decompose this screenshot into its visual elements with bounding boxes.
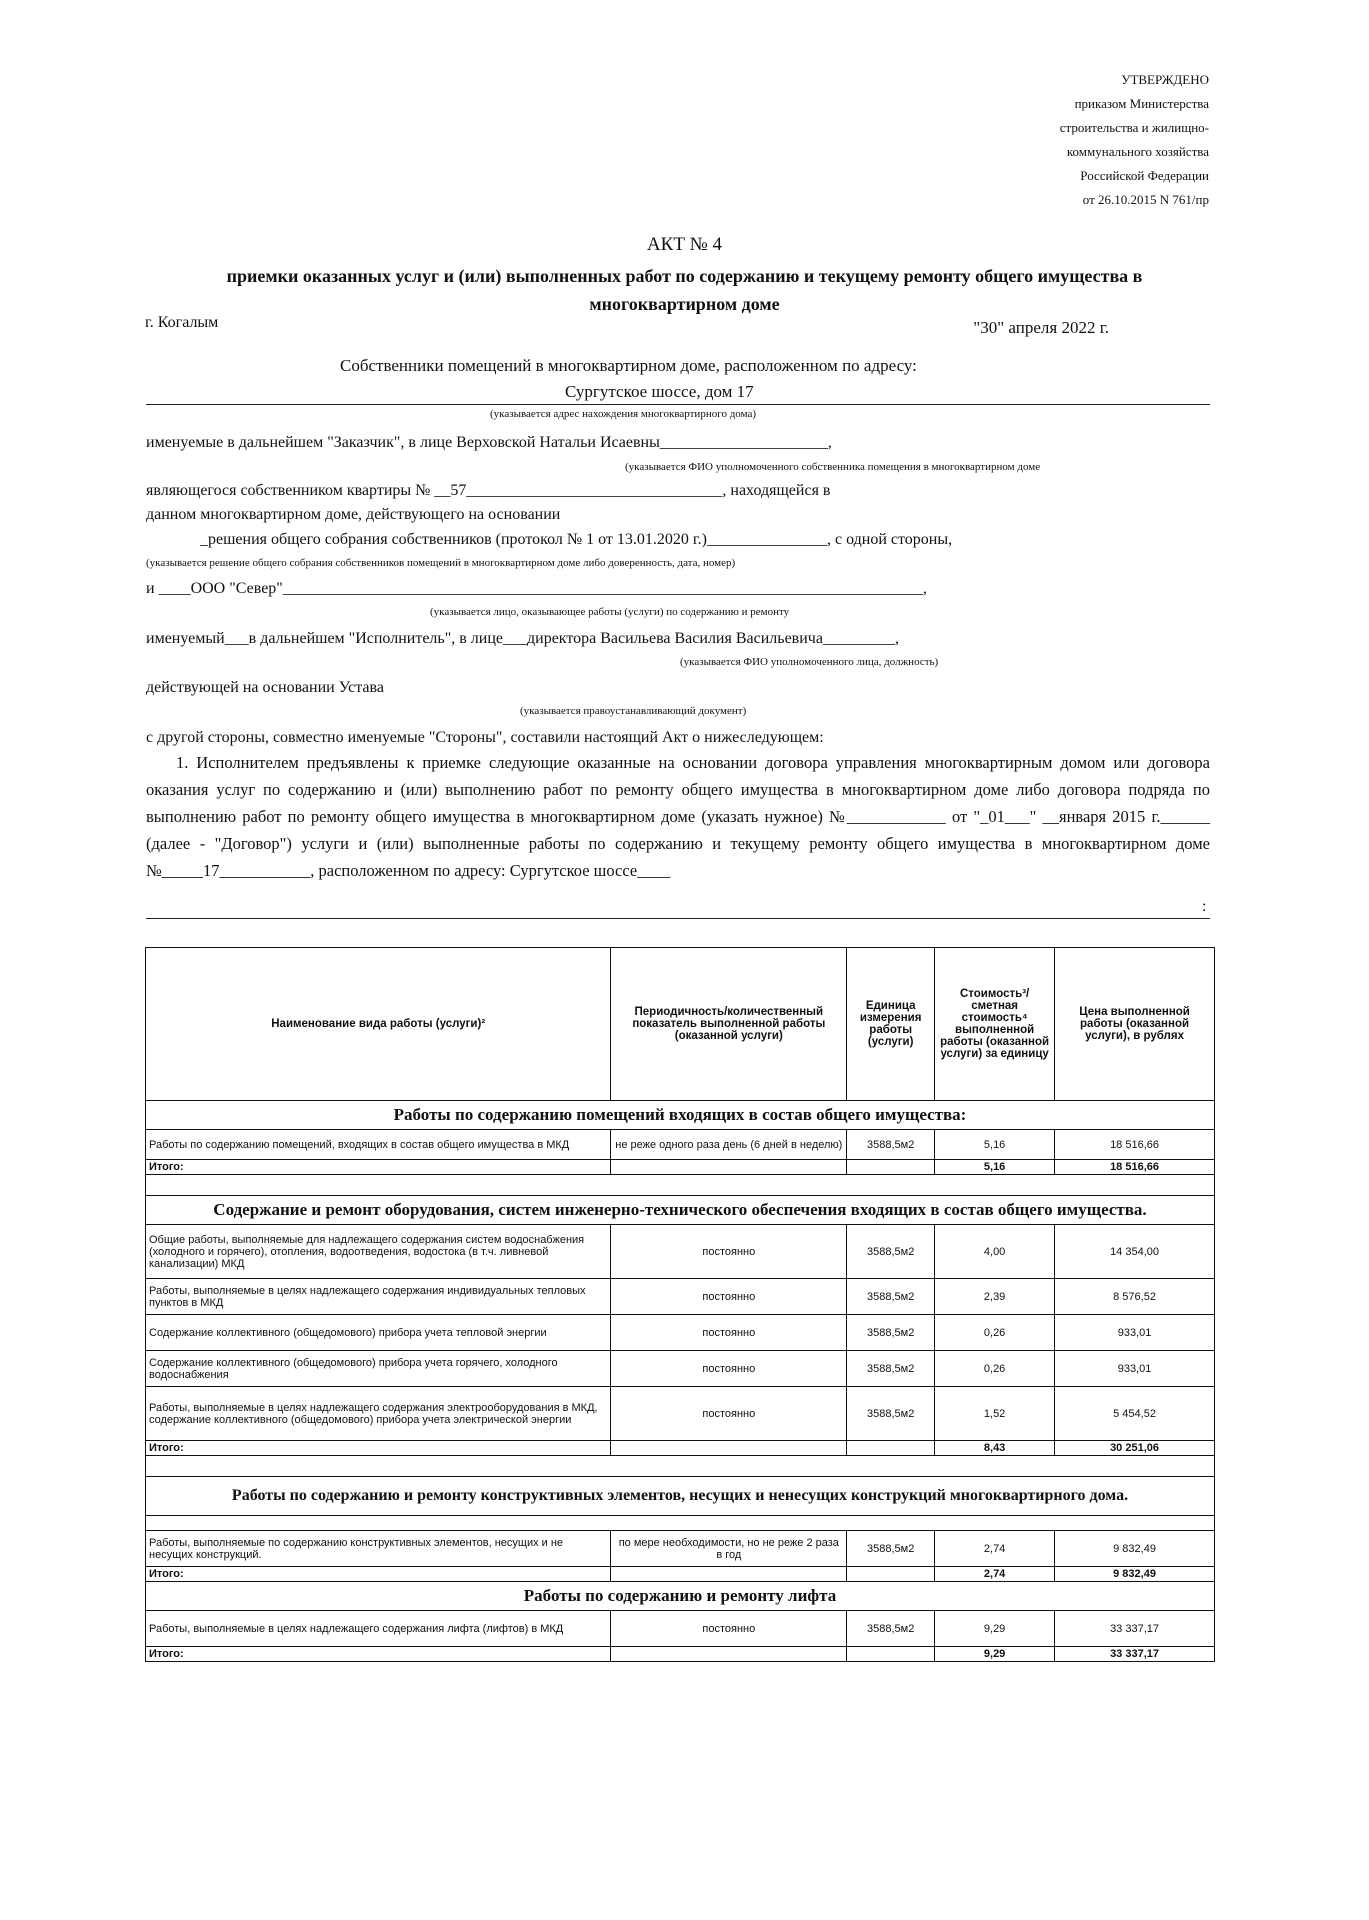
- table-header-row: [146, 948, 1215, 1101]
- cell-name: Работы по содержанию помещений, входящих в состав общего имущества в МКД: [146, 1130, 611, 1160]
- header-name: Наименование вида работы (услуги)²: [146, 948, 611, 1101]
- cell-cost: 4,00: [935, 1225, 1055, 1279]
- cell-price: 933,01: [1055, 1351, 1215, 1387]
- header-unit: Единица измерения работы (услуги): [847, 948, 935, 1101]
- section-title: Работы по содержанию и ремонту лифта: [146, 1582, 1215, 1611]
- total-price: 9 832,49: [1055, 1567, 1215, 1582]
- total-cost: 2,74: [935, 1567, 1055, 1582]
- charter-line: действующей на основании Устава: [146, 679, 384, 696]
- item-1-paragraph: 1. Исполнителем предъявлены к приемке следующие оказанные на основании договора управления многоквартирным домом или договора оказания услуг по содержанию и (или) выполнению работ по ремонту общего имущества в многоквартирном доме либо договора подряда по выполнению работ по ремонту общего имущества в многоквартирном доме (указать нужное) №____________ от "_01___" __января 2015 г.______ (далее - "Договор") услуги и (или) выполненные работы по содержанию и текущему ремонту общего имущества в многоквартирном доме №_____17___________, расположенном по адресу: Сургутское шоссе____: [146, 753, 1210, 880]
- cell-period: постоянно: [611, 1387, 847, 1441]
- act-date: "30" апреля 2022 г.: [973, 318, 1109, 337]
- empty-cell: [611, 1441, 847, 1456]
- spacer-row: [146, 1456, 1215, 1477]
- cell-period: постоянно: [611, 1279, 847, 1315]
- cell-price: 933,01: [1055, 1315, 1215, 1351]
- empty-cell: [611, 1647, 847, 1662]
- approval-block: [1060, 68, 1209, 212]
- cell-cost: 2,39: [935, 1279, 1055, 1315]
- total-row: [146, 1567, 1215, 1582]
- act-subtitle: приемки оказанных услуг и (или) выполненных работ по содержанию и текущему ремонту общего имущества в многоквартирном доме: [226, 266, 1143, 314]
- section-row: [146, 1196, 1215, 1225]
- act-title: АКТ № 4: [646, 234, 723, 255]
- cell-price: 18 516,66: [1055, 1130, 1215, 1160]
- spacer-cell: [146, 1456, 1215, 1477]
- cell-unit: 3588,5м2: [847, 1315, 935, 1351]
- works-table: [145, 947, 1215, 1662]
- header-price: Цена выполненной работы (оказанной услуги), в рублях: [1055, 948, 1215, 1101]
- executor-hint: (указывается ФИО уполномоченного лица, должность): [680, 656, 939, 668]
- approval-line: от 26.10.2015 N 761/пр: [1082, 192, 1209, 207]
- basis-line-2: _решения общего собрания собственников (протокол № 1 от 13.01.2020 г.)_______________, с одной стороны,: [200, 531, 953, 548]
- table-row: [146, 1279, 1215, 1315]
- charter-hint: (указывается правоустанавливающий документ): [520, 705, 747, 717]
- total-cost: 8,43: [935, 1441, 1055, 1456]
- cell-price: 9 832,49: [1055, 1531, 1215, 1567]
- cell-cost: 0,26: [935, 1315, 1055, 1351]
- customer-hint: (указывается ФИО уполномоченного собственника помещения в многоквартирном доме: [625, 461, 1041, 473]
- total-label: Итого:: [146, 1567, 611, 1582]
- executor-line: именуемый___в дальнейшем "Исполнитель", в лице___директора Васильева Василия Васильевича_________,: [146, 630, 899, 647]
- approval-line: Российской Федерации: [1080, 168, 1209, 183]
- cell-cost: 9,29: [935, 1611, 1055, 1647]
- cell-period: по мере необходимости, но не реже 2 раза в год: [611, 1531, 847, 1567]
- section-title: Содержание и ремонт оборудования, систем инженерно-технического обеспечения входящих в состав общего имущества.: [146, 1196, 1215, 1225]
- other-side-line: с другой стороны, совместно именуемые "Стороны", составили настоящий Акт о нижеследующем:: [146, 729, 824, 746]
- total-label: Итого:: [146, 1160, 611, 1175]
- cell-unit: 3588,5м2: [847, 1279, 935, 1315]
- cell-name: Содержание коллективного (общедомового) прибора учета горячего, холодного водоснабжения: [146, 1351, 611, 1387]
- cell-unit: 3588,5м2: [847, 1531, 935, 1567]
- cell-name: Содержание коллективного (общедомового) прибора учета тепловой энергии: [146, 1315, 611, 1351]
- cell-price: 33 337,17: [1055, 1611, 1215, 1647]
- empty-cell: [847, 1567, 935, 1582]
- cell-name: Общие работы, выполняемые для надлежащего содержания систем водоснабжения (холодного и горячего), отопления, водоотведения, водостока (в т.ч. ливневой канализации) МКД: [146, 1225, 611, 1279]
- total-price: 18 516,66: [1055, 1160, 1215, 1175]
- approval-line: УТВЕРЖДЕНО: [1121, 72, 1209, 87]
- spacer-cell: [146, 1175, 1215, 1196]
- address-hint: (указывается адрес нахождения многоквартирного дома): [490, 408, 757, 420]
- cell-unit: 3588,5м2: [847, 1225, 935, 1279]
- table-row: [146, 1315, 1215, 1351]
- table-row: [146, 1351, 1215, 1387]
- approval-line: коммунального хозяйства: [1066, 144, 1209, 159]
- total-row: [146, 1441, 1215, 1456]
- total-row: [146, 1160, 1215, 1175]
- basis-line-1: данном многоквартирном доме, действующего на основании: [146, 506, 561, 523]
- end-colon: :: [1202, 898, 1207, 915]
- spacer-cell: [146, 1516, 1215, 1531]
- cell-period: постоянно: [611, 1315, 847, 1351]
- cell-period: не реже одного раза день (6 дней в неделю): [611, 1130, 847, 1160]
- cell-name: Работы, выполняемые по содержанию конструктивных элементов, несущих и не несущих конструкций.: [146, 1531, 611, 1567]
- table-row: [146, 1387, 1215, 1441]
- cell-unit: 3588,5м2: [847, 1611, 935, 1647]
- customer-line: именуемые в дальнейшем "Заказчик", в лице Верховской Натальи Исаевны_____________________,: [146, 434, 832, 451]
- table-row: [146, 1611, 1215, 1647]
- header-period: Периодичность/количественный показатель выполненной работы (оказанной услуги): [611, 948, 847, 1101]
- section-title: Работы по содержанию и ремонту конструктивных элементов, несущих и ненесущих конструкций многоквартирного дома.: [146, 1477, 1215, 1516]
- approval-line: строительства и жилищно-: [1059, 120, 1209, 135]
- total-cost: 9,29: [935, 1647, 1055, 1662]
- cell-period: постоянно: [611, 1351, 847, 1387]
- apartment-line: являющегося собственником квартиры № __57________________________________, находящейся в: [146, 482, 831, 499]
- cell-price: 14 354,00: [1055, 1225, 1215, 1279]
- basis-hint: (указывается решение общего собрания собственников помещений в многоквартирном доме либо доверенность, дата, номер): [146, 557, 736, 569]
- table-row: [146, 1130, 1215, 1160]
- table-row: [146, 1225, 1215, 1279]
- divider: [146, 404, 1210, 405]
- cell-period: постоянно: [611, 1225, 847, 1279]
- empty-cell: [847, 1441, 935, 1456]
- cell-period: постоянно: [611, 1611, 847, 1647]
- divider: [146, 918, 1210, 919]
- spacer-row: [146, 1175, 1215, 1196]
- cell-cost: 5,16: [935, 1130, 1055, 1160]
- total-row: [146, 1647, 1215, 1662]
- city: г. Когалым: [145, 314, 219, 331]
- total-label: Итого:: [146, 1647, 611, 1662]
- address-value: Сургутское шоссе, дом 17: [565, 382, 754, 401]
- cell-cost: 2,74: [935, 1531, 1055, 1567]
- section-row: [146, 1582, 1215, 1611]
- cell-cost: 1,52: [935, 1387, 1055, 1441]
- cell-price: 5 454,52: [1055, 1387, 1215, 1441]
- empty-cell: [611, 1160, 847, 1175]
- total-label: Итого:: [146, 1441, 611, 1456]
- spacer-row: [146, 1516, 1215, 1531]
- cell-name: Работы, выполняемые в целях надлежащего содержания лифта (лифтов) в МКД: [146, 1611, 611, 1647]
- empty-cell: [611, 1567, 847, 1582]
- section-title: Работы по содержанию помещений входящих в состав общего имущества:: [146, 1101, 1215, 1130]
- table-row: [146, 1531, 1215, 1567]
- total-price: 33 337,17: [1055, 1647, 1215, 1662]
- approval-line: приказом Министерства: [1074, 96, 1209, 111]
- contractor-line: и ____ООО "Север"________________________________________________________________________________,: [146, 580, 927, 597]
- empty-cell: [847, 1160, 935, 1175]
- cell-name: Работы, выполняемые в целях надлежащего содержания электрооборудования в МКД, содержание коллективного (общедомового) прибора учета электрической энергии: [146, 1387, 611, 1441]
- cell-unit: 3588,5м2: [847, 1351, 935, 1387]
- owners-line: Собственники помещений в многоквартирном доме, расположенном по адресу:: [340, 356, 917, 375]
- total-cost: 5,16: [935, 1160, 1055, 1175]
- cell-price: 8 576,52: [1055, 1279, 1215, 1315]
- total-price: 30 251,06: [1055, 1441, 1215, 1456]
- section-row: [146, 1101, 1215, 1130]
- cell-cost: 0,26: [935, 1351, 1055, 1387]
- cell-name: Работы, выполняемые в целях надлежащего содержания индивидуальных тепловых пунктов в МКД: [146, 1279, 611, 1315]
- cell-unit: 3588,5м2: [847, 1387, 935, 1441]
- cell-unit: 3588,5м2: [847, 1130, 935, 1160]
- contractor-hint: (указывается лицо, оказывающее работы (услуги) по содержанию и ремонту: [430, 606, 790, 618]
- header-cost: Стоимость³/сметная стоимость⁴ выполненной работы (оказанной услуги) за единицу: [935, 948, 1055, 1101]
- empty-cell: [847, 1647, 935, 1662]
- section-row: [146, 1477, 1215, 1516]
